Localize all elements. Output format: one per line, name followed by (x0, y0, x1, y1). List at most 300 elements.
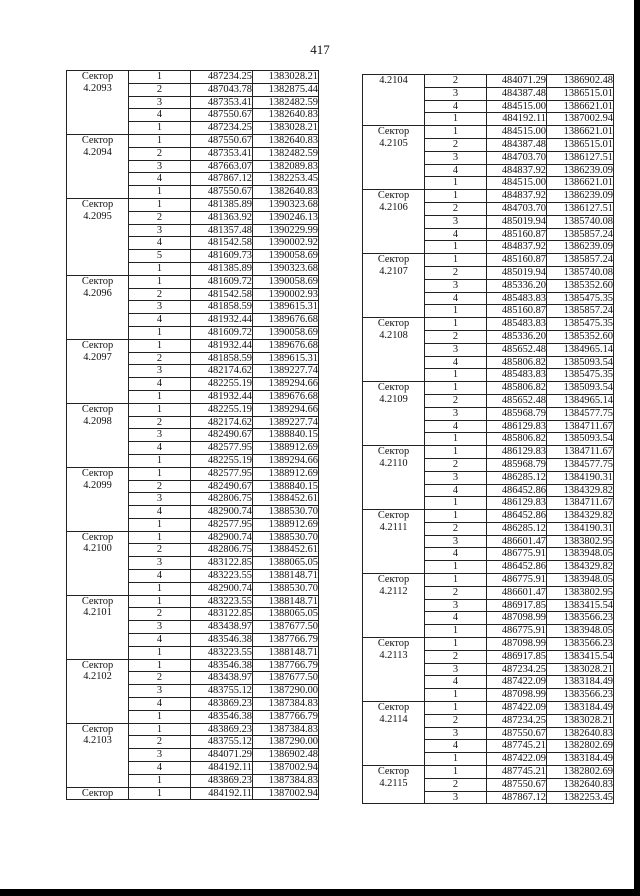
point-number: 3 (425, 407, 487, 420)
coordinate-x: 481609.72 (191, 275, 253, 288)
table-row (67, 787, 319, 800)
table-row (363, 638, 614, 651)
point-number: 1 (425, 241, 487, 254)
coordinate-x: 484515.00 (487, 177, 547, 190)
coordinate-y: 1382089.83 (253, 160, 319, 173)
coordinate-y: 1382482.59 (253, 96, 319, 109)
coordinate-x: 486452.86 (487, 484, 547, 497)
sector-name: Сектор (377, 638, 410, 650)
point-number: 1 (425, 497, 487, 510)
coordinate-y: 1385093.54 (547, 433, 614, 446)
coordinate-y: 1383802.95 (547, 535, 614, 548)
coordinate-y: 1383028.21 (547, 714, 614, 727)
point-number: 4 (425, 356, 487, 369)
point-number: 3 (129, 685, 191, 698)
coordinate-x: 487234.25 (191, 122, 253, 135)
point-number: 3 (425, 343, 487, 356)
coordinate-y: 1388840.15 (253, 480, 319, 493)
coordinate-y: 1383566.23 (547, 638, 614, 651)
coordinate-x: 481932.44 (191, 314, 253, 327)
coordinate-y: 1386239.09 (547, 164, 614, 177)
coordinate-x: 484703.70 (487, 151, 547, 164)
coordinate-y: 1384711.67 (547, 420, 614, 433)
point-number: 5 (129, 250, 191, 263)
point-number: 1 (425, 702, 487, 715)
coordinate-x: 486917.85 (487, 599, 547, 612)
sector-id: 4.2095 (83, 210, 112, 222)
sector-name: Сектор (81, 339, 114, 351)
coordinate-y: 1385352.60 (547, 279, 614, 292)
coordinate-y: 1382640.83 (253, 134, 319, 147)
table-row (363, 574, 614, 587)
coordinate-y: 1382640.83 (253, 186, 319, 199)
sector-name: Сектор (81, 723, 114, 735)
coordinate-y: 1388148.71 (253, 646, 319, 659)
table-row (67, 198, 319, 211)
point-number: 3 (129, 493, 191, 506)
table-row (363, 702, 614, 715)
sector-id: 4.2107 (379, 265, 408, 277)
coordinate-x: 486601.47 (487, 535, 547, 548)
coordinate-x: 487550.67 (487, 778, 547, 791)
scan-edge-bottom (0, 889, 640, 896)
coordinate-x: 481357.48 (191, 224, 253, 237)
coordinate-x: 483223.55 (191, 570, 253, 583)
sector-cell (363, 574, 425, 638)
point-number: 1 (425, 113, 487, 126)
point-number: 1 (425, 574, 487, 587)
coordinate-x: 484192.11 (487, 113, 547, 126)
coordinate-y: 1383415.54 (547, 650, 614, 663)
coordinate-y: 1390058.69 (253, 250, 319, 263)
point-number: 1 (425, 190, 487, 203)
coordinate-y: 1385740.08 (547, 215, 614, 228)
coordinate-x: 484192.11 (191, 762, 253, 775)
coordinate-x: 481542.58 (191, 288, 253, 301)
coordinate-y: 1383184.49 (547, 753, 614, 766)
point-number: 4 (129, 570, 191, 583)
coordinate-y: 1383566.23 (547, 689, 614, 702)
sector-cell (67, 787, 129, 800)
coordinate-x: 484837.92 (487, 241, 547, 254)
coordinate-x: 483122.85 (191, 557, 253, 570)
coordinate-y: 1388148.71 (253, 570, 319, 583)
sector-id: 4.2100 (83, 543, 112, 555)
coordinate-x: 481932.44 (191, 390, 253, 403)
sector-id: 4.2114 (379, 713, 408, 725)
point-number: 3 (425, 471, 487, 484)
coordinate-y: 1384190.31 (547, 471, 614, 484)
sector-id: 4.2108 (379, 329, 408, 341)
table-row (363, 766, 614, 779)
coordinate-x: 486452.86 (487, 561, 547, 574)
coordinate-y: 1385740.08 (547, 266, 614, 279)
coordinate-y: 1387384.83 (253, 774, 319, 787)
coordinate-x: 486775.91 (487, 625, 547, 638)
coordinate-x: 484387.48 (487, 138, 547, 151)
coordinate-x: 485483.83 (487, 292, 547, 305)
point-number: 3 (425, 791, 487, 804)
point-number: 2 (425, 138, 487, 151)
table-row (67, 71, 319, 84)
sector-id: 4.2094 (83, 146, 112, 158)
coordinate-y: 1383028.21 (253, 122, 319, 135)
point-number: 1 (129, 454, 191, 467)
coordinate-x: 482577.95 (191, 467, 253, 480)
point-number: 2 (425, 394, 487, 407)
coordinate-x: 483869.23 (191, 698, 253, 711)
sector-id: 4.2096 (83, 287, 112, 299)
coordinate-y: 1387384.83 (253, 698, 319, 711)
coordinate-x: 487098.99 (487, 689, 547, 702)
coordinate-y: 1383566.23 (547, 612, 614, 625)
point-number: 2 (129, 672, 191, 685)
coordinate-x: 485652.48 (487, 343, 547, 356)
coordinate-y: 1387766.79 (253, 659, 319, 672)
table-row (67, 403, 319, 416)
coordinate-y: 1386621.01 (547, 126, 614, 139)
point-number: 1 (425, 177, 487, 190)
point-number: 4 (129, 237, 191, 250)
sector-name: Сектор (377, 254, 410, 266)
coordinate-y: 1387766.79 (253, 710, 319, 723)
coordinate-y: 1387766.79 (253, 634, 319, 647)
sector-name: Сектор (377, 510, 410, 522)
coordinate-y: 1386515.01 (547, 138, 614, 151)
point-number: 2 (425, 650, 487, 663)
coordinate-x: 482900.74 (191, 531, 253, 544)
table-row (67, 531, 319, 544)
coordinate-x: 487550.67 (191, 134, 253, 147)
coordinate-y: 1384329.82 (547, 510, 614, 523)
coordinate-y: 1387002.94 (547, 113, 614, 126)
point-number: 1 (425, 561, 487, 574)
coordinate-x: 482490.67 (191, 480, 253, 493)
sector-cell (67, 467, 129, 531)
point-number: 1 (129, 723, 191, 736)
coordinate-x: 487422.09 (487, 702, 547, 715)
point-number: 4 (425, 484, 487, 497)
coordinate-y: 1385352.60 (547, 330, 614, 343)
coordinate-x: 487353.41 (191, 96, 253, 109)
coordinate-x: 485483.83 (487, 369, 547, 382)
point-number: 2 (425, 75, 487, 88)
sector-cell (67, 275, 129, 339)
coordinate-y: 1387290.00 (253, 685, 319, 698)
coordinate-x: 487550.67 (191, 109, 253, 122)
point-number: 3 (425, 215, 487, 228)
coordinate-x: 481385.89 (191, 198, 253, 211)
coordinate-x: 485968.79 (487, 407, 547, 420)
coordinate-x: 483438.97 (191, 621, 253, 634)
point-number: 1 (129, 71, 191, 84)
point-number: 4 (129, 762, 191, 775)
sector-name: Сектор (81, 403, 114, 415)
sector-id: 4.2109 (379, 393, 408, 405)
coordinate-y: 1388912.69 (253, 518, 319, 531)
coordinate-y: 1388530.70 (253, 506, 319, 519)
point-number: 3 (129, 429, 191, 442)
coordinate-y: 1386127.51 (547, 202, 614, 215)
coordinate-x: 485968.79 (487, 458, 547, 471)
sector-cell (67, 659, 129, 723)
sector-id: 4.2111 (379, 521, 408, 533)
sector-cell (363, 382, 425, 446)
sector-name: Сектор (377, 382, 410, 394)
coordinate-x: 485806.82 (487, 356, 547, 369)
sector-id: 4.2110 (379, 457, 408, 469)
point-number: 1 (129, 134, 191, 147)
point-number: 2 (425, 266, 487, 279)
point-number: 2 (129, 352, 191, 365)
point-number: 4 (425, 228, 487, 241)
point-number: 4 (129, 634, 191, 647)
point-number: 1 (129, 198, 191, 211)
coordinate-x: 484071.29 (487, 75, 547, 88)
coordinate-y: 1388452.61 (253, 493, 319, 506)
coordinate-y: 1390002.92 (253, 237, 319, 250)
coordinate-y: 1386621.01 (547, 100, 614, 113)
coordinate-x: 483755.12 (191, 685, 253, 698)
sector-id: 4.2104 (379, 75, 408, 86)
coordinate-y: 1385475.35 (547, 369, 614, 382)
table-row (363, 126, 614, 139)
coordinate-y: 1383948.05 (547, 574, 614, 587)
coordinates-table-left (66, 70, 319, 800)
coordinate-x: 485019.94 (487, 215, 547, 228)
coordinate-x: 483546.38 (191, 634, 253, 647)
coordinate-y: 1386239.09 (547, 241, 614, 254)
point-number: 3 (129, 224, 191, 237)
point-number: 1 (425, 305, 487, 318)
point-number: 2 (425, 714, 487, 727)
coordinate-x: 486775.91 (487, 574, 547, 587)
point-number: 4 (425, 676, 487, 689)
coordinate-y: 1388530.70 (253, 531, 319, 544)
sector-cell (67, 723, 129, 787)
coordinate-x: 484387.48 (487, 87, 547, 100)
sector-id: 4.2115 (379, 777, 408, 789)
point-number: 1 (425, 446, 487, 459)
sector-id: 4.2101 (83, 607, 112, 619)
sector-id: 4.2106 (379, 201, 408, 213)
coordinate-y: 1387290.00 (253, 736, 319, 749)
coordinate-y: 1382640.83 (253, 109, 319, 122)
sector-id: 4.2103 (83, 735, 112, 747)
coordinate-y: 1387677.50 (253, 672, 319, 685)
point-number: 4 (129, 698, 191, 711)
coordinate-x: 487234.25 (487, 714, 547, 727)
coordinate-x: 484837.92 (487, 164, 547, 177)
coordinate-y: 1383184.49 (547, 676, 614, 689)
scan-edge-right (634, 0, 640, 896)
coordinate-y: 1385857.24 (547, 254, 614, 267)
coordinate-y: 1385475.35 (547, 292, 614, 305)
coordinate-x: 481858.59 (191, 301, 253, 314)
coordinate-x: 481609.73 (191, 250, 253, 263)
coordinate-x: 485806.82 (487, 433, 547, 446)
sector-id: 4.2098 (83, 415, 112, 427)
point-number: 3 (425, 727, 487, 740)
point-number: 1 (425, 433, 487, 446)
point-number: 2 (129, 211, 191, 224)
coordinate-y: 1383948.05 (547, 548, 614, 561)
point-number: 4 (425, 420, 487, 433)
coordinate-x: 485336.20 (487, 330, 547, 343)
coordinate-x: 482255.19 (191, 378, 253, 391)
point-number: 1 (129, 659, 191, 672)
coordinate-y: 1390323.68 (253, 262, 319, 275)
coordinate-y: 1383948.05 (547, 625, 614, 638)
coordinate-x: 487043.78 (191, 83, 253, 96)
coordinate-x: 487550.67 (487, 727, 547, 740)
point-number: 1 (129, 467, 191, 480)
coordinate-x: 487234.25 (191, 71, 253, 84)
coordinate-x: 482255.19 (191, 403, 253, 416)
sector-id: 4.2113 (379, 649, 408, 661)
coordinate-x: 485160.87 (487, 254, 547, 267)
coordinate-y: 1389615.31 (253, 352, 319, 365)
sector-cell (67, 403, 129, 467)
coordinate-y: 1382802.69 (547, 766, 614, 779)
coordinate-y: 1388452.61 (253, 544, 319, 557)
point-number: 4 (425, 164, 487, 177)
point-number: 3 (129, 160, 191, 173)
sector-name: Сектор (81, 134, 114, 146)
point-number: 1 (425, 318, 487, 331)
coordinate-x: 486285.12 (487, 522, 547, 535)
coordinate-y: 1384577.75 (547, 458, 614, 471)
coordinate-y: 1387002.94 (253, 762, 319, 775)
coordinate-y: 1382802.69 (547, 740, 614, 753)
coordinate-y: 1385093.54 (547, 356, 614, 369)
point-number: 3 (425, 599, 487, 612)
sector-name: Сектор (377, 574, 410, 586)
coordinate-x: 486129.83 (487, 446, 547, 459)
point-number: 1 (425, 689, 487, 702)
coordinate-x: 483438.97 (191, 672, 253, 685)
point-number: 1 (425, 254, 487, 267)
point-number: 3 (129, 749, 191, 762)
coordinate-x: 483869.23 (191, 723, 253, 736)
point-number: 3 (129, 96, 191, 109)
coordinate-x: 481609.72 (191, 326, 253, 339)
coordinate-x: 483755.12 (191, 736, 253, 749)
sector-id: 4.2105 (379, 137, 408, 149)
coordinate-y: 1388912.69 (253, 442, 319, 455)
table-row (67, 134, 319, 147)
sector-name: Сектор (81, 71, 114, 82)
coordinate-x: 482806.75 (191, 544, 253, 557)
point-number: 1 (129, 390, 191, 403)
coordinate-y: 1383802.95 (547, 586, 614, 599)
coordinate-x: 484071.29 (191, 749, 253, 762)
coordinate-x: 485160.87 (487, 228, 547, 241)
coordinate-x: 485483.83 (487, 318, 547, 331)
coordinate-y: 1389676.68 (253, 314, 319, 327)
point-number: 2 (129, 288, 191, 301)
coordinate-y: 1382640.83 (547, 727, 614, 740)
sector-cell (67, 339, 129, 403)
sector-cell (363, 766, 425, 804)
coordinate-x: 487550.67 (191, 186, 253, 199)
coordinate-x: 487663.07 (191, 160, 253, 173)
coordinate-y: 1387384.83 (253, 723, 319, 736)
coordinate-y: 1389294.66 (253, 454, 319, 467)
coordinate-y: 1382640.83 (547, 778, 614, 791)
coordinate-x: 481385.89 (191, 262, 253, 275)
coordinate-y: 1386902.48 (253, 749, 319, 762)
coordinate-y: 1384965.14 (547, 343, 614, 356)
point-number: 4 (425, 740, 487, 753)
coordinate-y: 1383028.21 (253, 71, 319, 84)
table-row (67, 275, 319, 288)
coordinate-x: 485160.87 (487, 305, 547, 318)
sector-cell (67, 71, 129, 135)
point-number: 1 (425, 126, 487, 139)
point-number: 1 (425, 369, 487, 382)
point-number: 4 (425, 548, 487, 561)
sector-name: Сектор (377, 126, 410, 138)
coordinate-x: 481542.58 (191, 237, 253, 250)
point-number: 2 (425, 586, 487, 599)
coordinate-y: 1388912.69 (253, 467, 319, 480)
coordinate-y: 1382253.45 (547, 791, 614, 804)
coordinate-y: 1386621.01 (547, 177, 614, 190)
point-number: 1 (129, 275, 191, 288)
coordinate-x: 481932.44 (191, 339, 253, 352)
sector-cell (363, 75, 425, 126)
coordinate-x: 483869.23 (191, 774, 253, 787)
coordinate-x: 487353.41 (191, 147, 253, 160)
coordinate-x: 487745.21 (487, 740, 547, 753)
coordinate-x: 484515.00 (487, 126, 547, 139)
point-number: 4 (425, 292, 487, 305)
coordinate-y: 1384577.75 (547, 407, 614, 420)
coordinate-y: 1389615.31 (253, 301, 319, 314)
sector-name: Сектор (81, 198, 114, 210)
sector-name: Сектор (377, 318, 410, 330)
coordinate-y: 1389227.74 (253, 416, 319, 429)
point-number: 4 (129, 173, 191, 186)
coordinate-y: 1383028.21 (547, 663, 614, 676)
table-row (67, 659, 319, 672)
coordinate-x: 486775.91 (487, 548, 547, 561)
point-number: 1 (129, 774, 191, 787)
point-number: 1 (425, 382, 487, 395)
coordinate-x: 486129.83 (487, 420, 547, 433)
point-number: 4 (129, 314, 191, 327)
sector-cell (363, 702, 425, 766)
point-number: 3 (425, 87, 487, 100)
coordinate-x: 482577.95 (191, 518, 253, 531)
coordinate-y: 1386239.09 (547, 190, 614, 203)
table-row (67, 467, 319, 480)
point-number: 1 (129, 582, 191, 595)
point-number: 2 (129, 544, 191, 557)
coordinate-x: 482174.62 (191, 416, 253, 429)
coordinate-x: 485336.20 (487, 279, 547, 292)
coordinate-x: 484192.11 (191, 787, 253, 800)
coordinate-y: 1390246.13 (253, 211, 319, 224)
sector-cell (67, 198, 129, 275)
coordinate-y: 1382875.44 (253, 83, 319, 96)
coordinate-x: 483546.38 (191, 659, 253, 672)
coordinate-x: 486452.86 (487, 510, 547, 523)
coordinate-y: 1389676.68 (253, 390, 319, 403)
coordinate-y: 1389227.74 (253, 365, 319, 378)
point-number: 1 (129, 122, 191, 135)
